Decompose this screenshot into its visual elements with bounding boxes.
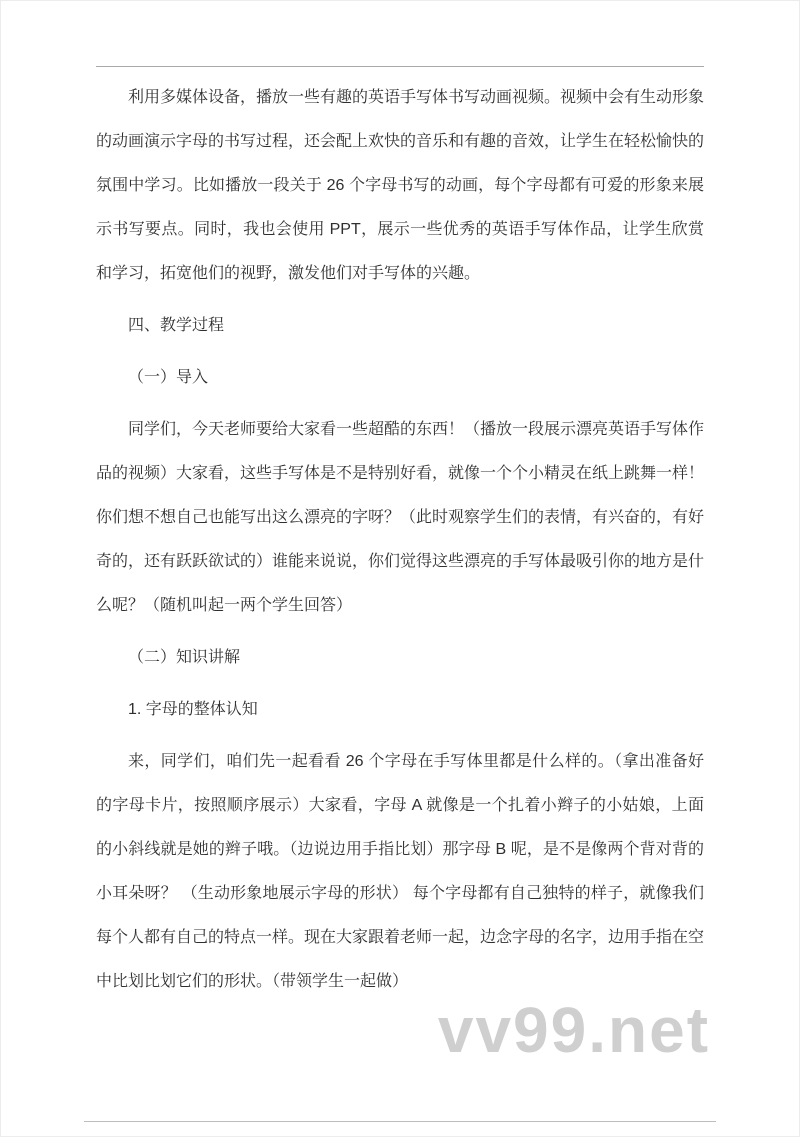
watermark: vv99.net	[437, 994, 710, 1066]
paragraph: 来，同学们，咱们先一起看看 26 个字母在手写体里都是什么样的。（拿出准备好的字母卡片，按照顺序展示）大家看，字母 A 就像是一个扎着小辫子的小姑娘，上面的小斜线就是她的辫子哦。（边说边用手指比划）那字母 B 呢，是不是像两个背对背的小耳朵呀？ （生动形象地展示字母的形状） 每个字母都有自己独特的样子，就像我们每个人都有自己的特点一样。现在大家跟着老师一起，边念字母的名字，边用手指在空中比划比划它们的形状。（带领学生一起做）	[96, 753, 705, 990]
section-heading: 四、教学过程	[128, 317, 225, 334]
bottom-divider	[84, 1121, 716, 1122]
top-divider	[96, 66, 704, 67]
list-heading: 1. 字母的整体认知	[128, 701, 258, 718]
document-body	[96, 76, 704, 1012]
paragraph: 利用多媒体设备，播放一些有趣的英语手写体书写动画视频。视频中会有生动形象的动画演示字母的书写过程，还会配上欢快的音乐和有趣的音效，让学生在轻松愉快的氛围中学习。比如播放一段关于 26 个字母书写的动画，每个字母都有可爱的形象来展示书写要点。同时，我也会使用 PPT，展示一些优秀的英语手写体作品，让学生欣赏和学习，拓宽他们的视野，激发他们对手写体的兴趣。	[96, 89, 705, 282]
subsection-heading: （二）知识讲解	[128, 649, 241, 666]
paragraph: 同学们，今天老师要给大家看一些超酷的东西！（播放一段展示漂亮英语手写体作品的视频）大家看，这些手写体是不是特别好看，就像一个个小精灵在纸上跳舞一样！你们想不想自己也能写出这么漂亮的字呀？（此时观察学生们的表情，有兴奋的，有好奇的，还有跃跃欲试的）谁能来说说，你们觉得这些漂亮的手写体最吸引你的地方是什么呢？（随机叫起一两个学生回答）	[96, 421, 705, 614]
subsection-heading: （一）导入	[128, 369, 209, 386]
